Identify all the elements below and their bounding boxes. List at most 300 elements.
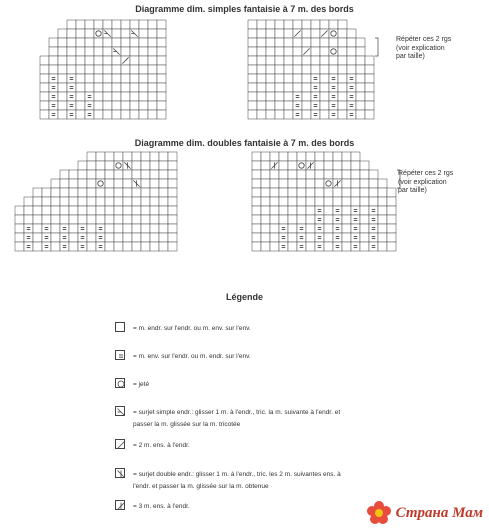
grid-cell <box>78 179 87 188</box>
grid-cell <box>123 152 132 161</box>
grid-cell <box>356 92 365 101</box>
grid-cell <box>85 101 94 110</box>
grid-cell <box>302 74 311 83</box>
repeat-note-1-line: par taille) <box>396 53 425 60</box>
grid-cell <box>261 152 270 161</box>
grid-cell <box>157 29 166 38</box>
grid-cell <box>378 206 387 215</box>
grid-cell <box>248 20 257 29</box>
grid-cell <box>159 188 168 197</box>
grid-cell <box>311 83 320 92</box>
grid-cell <box>139 47 148 56</box>
grid-cell <box>360 215 369 224</box>
grid-cell <box>329 92 338 101</box>
grid-cell <box>58 29 67 38</box>
grid-cell <box>288 188 297 197</box>
grid-cell <box>168 233 177 242</box>
grid-cell <box>342 179 351 188</box>
grid-cell <box>356 110 365 119</box>
grid-cell <box>252 206 261 215</box>
grid-cell <box>347 56 356 65</box>
grid-cell <box>324 206 333 215</box>
grid-cell <box>130 83 139 92</box>
flower-logo-icon <box>365 499 393 527</box>
grid-cell <box>132 224 141 233</box>
grid-cell <box>40 65 49 74</box>
grid-cell <box>168 206 177 215</box>
grid-cell <box>279 242 288 251</box>
grid-cell <box>114 179 123 188</box>
grid-cell <box>67 47 76 56</box>
grid-cell <box>42 206 51 215</box>
grid-cell <box>311 110 320 119</box>
grid-cell <box>87 242 96 251</box>
grid-cell <box>351 197 360 206</box>
dash-square-icon <box>115 350 125 360</box>
grid-cell <box>112 101 121 110</box>
grid-cell <box>261 206 270 215</box>
grid-cell <box>139 29 148 38</box>
grid-cell <box>78 224 87 233</box>
grid-cell <box>369 188 378 197</box>
grid-cell <box>315 161 324 170</box>
legend-text <box>133 323 251 335</box>
grid-cell <box>311 20 320 29</box>
grid-cell <box>306 242 315 251</box>
grid-cell <box>168 215 177 224</box>
grid-cell <box>141 179 150 188</box>
grid-cell <box>139 20 148 29</box>
k2tog-square-icon <box>115 439 125 449</box>
grid-cell <box>114 197 123 206</box>
grid-cell <box>58 47 67 56</box>
grid-cell <box>103 47 112 56</box>
grid-cell <box>306 206 315 215</box>
grid-cell <box>150 215 159 224</box>
grid-cell <box>360 170 369 179</box>
grid-cell <box>87 179 96 188</box>
grid-cell <box>121 29 130 38</box>
grid-cell <box>159 215 168 224</box>
grid-cell <box>338 38 347 47</box>
grid-cell <box>15 224 24 233</box>
grid-cell <box>333 161 342 170</box>
grid-cell <box>333 233 342 242</box>
grid-cell <box>252 242 261 251</box>
grid-cell <box>150 161 159 170</box>
grid-cell <box>60 188 69 197</box>
grid-cell <box>297 161 306 170</box>
grid-cell <box>329 83 338 92</box>
grid-cell <box>275 29 284 38</box>
grid-cell <box>284 110 293 119</box>
grid-cell <box>306 197 315 206</box>
grid-cell <box>96 215 105 224</box>
grid-cell <box>51 224 60 233</box>
grid-cell <box>49 47 58 56</box>
grid-cell <box>266 74 275 83</box>
grid-cell <box>159 170 168 179</box>
grid-cell <box>94 74 103 83</box>
grid-cell <box>293 56 302 65</box>
grid-cell <box>60 179 69 188</box>
grid-cell <box>315 242 324 251</box>
grid-cell <box>302 110 311 119</box>
k3tog-square-icon <box>115 500 125 510</box>
grid-cell <box>114 188 123 197</box>
grid-cell <box>261 224 270 233</box>
grid-cell <box>338 20 347 29</box>
grid-cell <box>248 83 257 92</box>
grid-cell <box>378 215 387 224</box>
grid-cell <box>288 233 297 242</box>
grid-cell <box>320 56 329 65</box>
grid-cell <box>297 170 306 179</box>
grid-cell <box>329 110 338 119</box>
grid-cell <box>121 92 130 101</box>
grid-cell <box>311 74 320 83</box>
grid-cell <box>365 65 374 74</box>
grid-cell <box>342 197 351 206</box>
grid-cell <box>347 47 356 56</box>
grid-cell <box>33 215 42 224</box>
grid-cell <box>257 56 266 65</box>
grid-cell <box>293 110 302 119</box>
grid-cell <box>257 83 266 92</box>
grid-cell <box>87 161 96 170</box>
grid-cell <box>121 47 130 56</box>
grid-cell <box>356 47 365 56</box>
grid-cell <box>69 233 78 242</box>
grid-cell <box>257 47 266 56</box>
grid-cell <box>257 110 266 119</box>
grid-cell <box>103 83 112 92</box>
grid-cell <box>87 197 96 206</box>
grid-cell <box>270 206 279 215</box>
legend-line: passer la m. glissée sur la m. tricotée <box>133 420 241 428</box>
grid-cell <box>94 38 103 47</box>
grid-cell <box>351 179 360 188</box>
grid-cell <box>69 224 78 233</box>
grid-cell <box>96 179 105 188</box>
grid-cell <box>288 224 297 233</box>
grid-cell <box>338 56 347 65</box>
grid-cell <box>76 92 85 101</box>
grid-cell <box>157 74 166 83</box>
grid-cell <box>302 92 311 101</box>
grid-cell <box>275 65 284 74</box>
grid-cell <box>387 242 396 251</box>
grid-cell <box>159 197 168 206</box>
grid-cell <box>87 233 96 242</box>
grid-cell <box>356 83 365 92</box>
grid-cell <box>338 74 347 83</box>
diagram-double-right <box>252 152 412 257</box>
grid-cell <box>360 233 369 242</box>
grid-cell <box>351 188 360 197</box>
grid-cell <box>105 215 114 224</box>
grid-cell <box>387 233 396 242</box>
grid-cell <box>288 242 297 251</box>
grid-cell <box>141 206 150 215</box>
grid-cell <box>351 242 360 251</box>
grid-cell <box>284 38 293 47</box>
grid-cell <box>266 38 275 47</box>
grid-cell <box>257 38 266 47</box>
grid-cell <box>248 110 257 119</box>
grid-cell <box>51 188 60 197</box>
grid-cell <box>94 110 103 119</box>
grid-cell <box>67 92 76 101</box>
grid-cell <box>252 188 261 197</box>
grid-cell <box>132 152 141 161</box>
grid-cell <box>342 206 351 215</box>
grid-cell <box>293 38 302 47</box>
grid-cell <box>78 197 87 206</box>
grid-cell <box>105 242 114 251</box>
grid-cell <box>284 56 293 65</box>
grid-cell <box>78 161 87 170</box>
grid-cell <box>141 233 150 242</box>
grid-cell <box>76 101 85 110</box>
repeat-note-1-line: Répéter ces 2 rgs <box>396 36 452 43</box>
grid-cell <box>342 242 351 251</box>
grid-cell <box>279 206 288 215</box>
grid-cell <box>49 83 58 92</box>
grid-cell <box>279 215 288 224</box>
grid-cell <box>342 152 351 161</box>
grid-cell <box>369 242 378 251</box>
repeat-note-1 <box>396 36 451 62</box>
grid-cell <box>40 92 49 101</box>
grid-cell <box>329 56 338 65</box>
grid-cell <box>148 56 157 65</box>
grid-cell <box>24 206 33 215</box>
grid-cell <box>141 215 150 224</box>
grid-cell <box>275 101 284 110</box>
grid-cell <box>347 38 356 47</box>
grid-cell <box>148 38 157 47</box>
grid-cell <box>51 179 60 188</box>
grid-cell <box>302 83 311 92</box>
grid-cell <box>342 188 351 197</box>
grid-cell <box>338 65 347 74</box>
grid-cell <box>94 29 103 38</box>
repeat-note-2-line: Répéter ces 2 rgs <box>398 170 454 177</box>
grid-cell <box>387 197 396 206</box>
grid-cell <box>123 224 132 233</box>
grid-cell <box>324 188 333 197</box>
grid-cell <box>275 110 284 119</box>
grid-cell <box>58 56 67 65</box>
grid-cell <box>40 110 49 119</box>
grid-cell <box>130 47 139 56</box>
grid-cell <box>78 242 87 251</box>
grid-cell <box>112 38 121 47</box>
grid-cell <box>356 74 365 83</box>
grid-cell <box>139 110 148 119</box>
grid-cell <box>275 74 284 83</box>
grid-cell <box>320 110 329 119</box>
grid-cell <box>360 188 369 197</box>
legend-text <box>133 501 190 513</box>
grid-cell <box>333 206 342 215</box>
grid-cell <box>261 215 270 224</box>
grid-cell <box>261 161 270 170</box>
grid-cell <box>302 101 311 110</box>
grid-cell <box>58 83 67 92</box>
k2tog-mark <box>118 442 125 449</box>
grid-cell <box>342 161 351 170</box>
grid-cell <box>360 224 369 233</box>
grid-cell <box>78 233 87 242</box>
grid-cell <box>266 20 275 29</box>
grid-cell <box>67 56 76 65</box>
grid-cell <box>311 29 320 38</box>
watermark-text: Страна Мам <box>395 504 483 521</box>
grid-cell <box>85 56 94 65</box>
yarn-over-mark <box>118 381 124 387</box>
grid-cell <box>257 74 266 83</box>
grid-cell <box>342 215 351 224</box>
grid-cell <box>333 188 342 197</box>
grid-cell <box>33 206 42 215</box>
legend-line: = m. endr. sur l'endr. ou m. env. sur l'env. <box>133 325 251 332</box>
grid-cell <box>33 188 42 197</box>
grid-cell <box>96 233 105 242</box>
diagram-single-right <box>248 20 388 125</box>
grid-cell <box>76 65 85 74</box>
grid-cell <box>114 170 123 179</box>
legend-text <box>133 351 251 363</box>
grid-cell <box>69 188 78 197</box>
grid-cell <box>114 161 123 170</box>
grid-cell <box>78 170 87 179</box>
grid-cell <box>96 242 105 251</box>
grid-cell <box>51 233 60 242</box>
legend-text <box>133 407 340 430</box>
grid-cell <box>150 233 159 242</box>
grid-cell <box>347 74 356 83</box>
grid-cell <box>351 161 360 170</box>
grid-cell <box>141 161 150 170</box>
grid-cell <box>266 65 275 74</box>
grid-cell <box>58 92 67 101</box>
grid-cell <box>248 74 257 83</box>
grid-cell <box>329 47 338 56</box>
grid-cell <box>288 161 297 170</box>
grid-cell <box>387 206 396 215</box>
grid-cell <box>85 65 94 74</box>
grid-cell <box>378 233 387 242</box>
grid-cell <box>356 56 365 65</box>
grid-cell <box>333 152 342 161</box>
grid-cell <box>94 92 103 101</box>
grid-cell <box>248 56 257 65</box>
grid-cell <box>365 83 374 92</box>
grid-cell <box>356 38 365 47</box>
grid-cell <box>338 101 347 110</box>
grid-cell <box>365 56 374 65</box>
grid-cell <box>85 83 94 92</box>
section1-title: Diagramme dim. simples fantaisie à 7 m. des bords <box>135 4 354 14</box>
grid-cell <box>356 101 365 110</box>
grid-cell <box>356 65 365 74</box>
grid-cell <box>103 74 112 83</box>
grid-cell <box>123 188 132 197</box>
grid-cell <box>257 101 266 110</box>
grid-cell <box>351 233 360 242</box>
grid-cell <box>157 47 166 56</box>
grid-cell <box>315 224 324 233</box>
grid-cell <box>351 215 360 224</box>
grid-cell <box>248 65 257 74</box>
grid-cell <box>105 170 114 179</box>
grid-cell <box>67 29 76 38</box>
grid-cell <box>15 215 24 224</box>
repeat-note-2-line: par taille) <box>398 187 427 194</box>
grid-cell <box>105 233 114 242</box>
grid-cell <box>288 170 297 179</box>
grid-cell <box>351 152 360 161</box>
grid-cell <box>132 161 141 170</box>
grid-cell <box>85 38 94 47</box>
grid-cell <box>33 242 42 251</box>
grid-cell <box>121 74 130 83</box>
grid-cell <box>306 215 315 224</box>
grid-cell <box>288 215 297 224</box>
legend-text <box>133 469 341 492</box>
grid-cell <box>311 65 320 74</box>
grid-cell <box>76 74 85 83</box>
grid-cell <box>141 188 150 197</box>
grid-cell <box>333 197 342 206</box>
grid-cell <box>297 197 306 206</box>
legend-line: = surjet double endr.: glisser 1 m. à l'endr., tric. les 2 m. suivantes ens. à <box>133 471 341 478</box>
grid-cell <box>252 197 261 206</box>
grid-cell <box>141 152 150 161</box>
grid-cell <box>378 179 387 188</box>
grid-cell <box>69 170 78 179</box>
grid-cell <box>270 152 279 161</box>
grid-cell <box>96 161 105 170</box>
grid-cell <box>365 74 374 83</box>
grid-cell <box>297 206 306 215</box>
grid-cell <box>168 197 177 206</box>
grid-cell <box>329 38 338 47</box>
legend-line: l'endr. et passer la m. glissée sur la m. obtenue <box>133 482 269 490</box>
grid-cell <box>324 224 333 233</box>
grid-cell <box>130 110 139 119</box>
grid-cell <box>360 179 369 188</box>
grid-cell <box>306 179 315 188</box>
grid-cell <box>297 152 306 161</box>
grid-cell <box>78 188 87 197</box>
grid-cell <box>342 233 351 242</box>
grid-cell <box>112 83 121 92</box>
grid-cell <box>324 161 333 170</box>
grid-cell <box>315 197 324 206</box>
grid-cell <box>159 161 168 170</box>
grid-cell <box>87 224 96 233</box>
grid-cell <box>24 242 33 251</box>
grid-cell <box>148 65 157 74</box>
grid-cell <box>261 197 270 206</box>
grid-cell <box>369 233 378 242</box>
grid-cell <box>275 92 284 101</box>
grid-cell <box>168 188 177 197</box>
grid-cell <box>85 74 94 83</box>
